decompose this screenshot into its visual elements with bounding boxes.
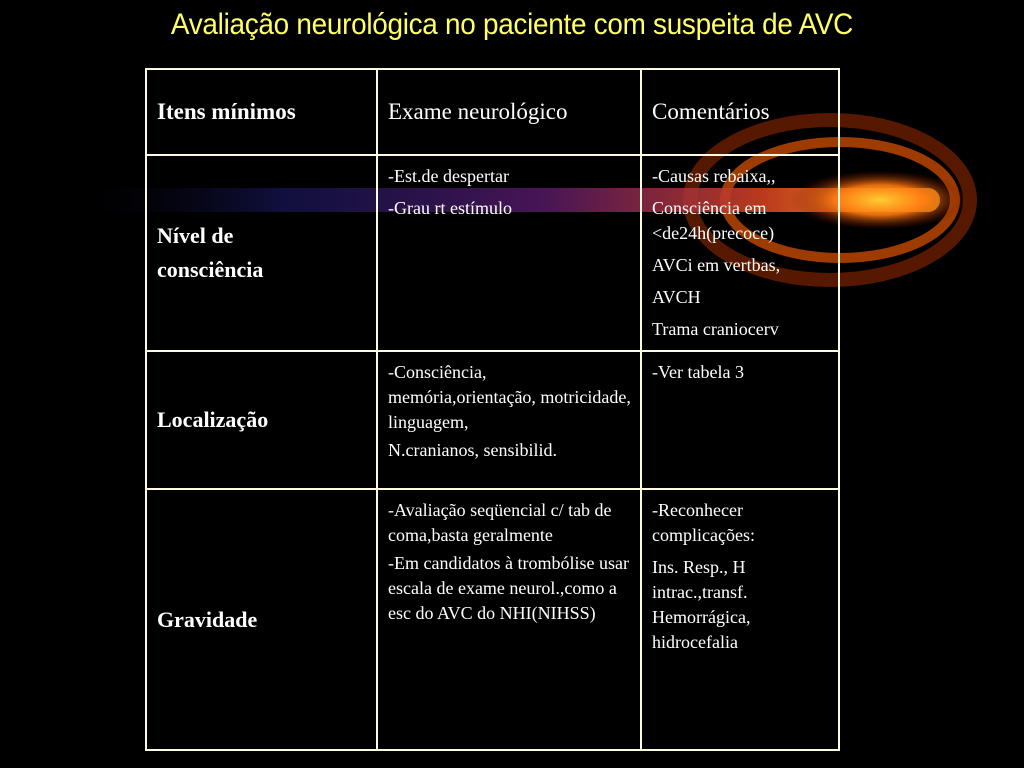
comment-line: Consciência em <de24h(precoce)	[652, 198, 775, 243]
exam-cell	[377, 489, 641, 750]
comment-line: -Causas rebaixa,,	[652, 166, 776, 186]
header-itens-minimos: Itens mínimos	[146, 69, 377, 155]
table-row	[146, 489, 839, 750]
comment-line: Ins. Resp., H intrac.,transf. Hemorrágica, hidrocefalia	[652, 557, 751, 652]
table-row	[146, 155, 839, 351]
exam-line: -Grau rt estímulo	[388, 198, 512, 218]
row-label-gravidade: Gravidade	[146, 489, 377, 750]
comment-line: AVCH	[652, 287, 701, 307]
table-row	[146, 351, 839, 489]
comments-cell	[641, 351, 839, 489]
slide-title: Avaliação neurológica no paciente com suspeita de AVC	[170, 8, 854, 41]
comments-cell	[641, 489, 839, 750]
header-exame-neurologico: Exame neurológico	[377, 69, 641, 155]
comment-line: Trama craniocerv	[652, 319, 779, 339]
exam-cell	[377, 155, 641, 351]
comment-line: AVCi em vertbas,	[652, 255, 781, 275]
exam-line: -Est.de despertar	[388, 166, 509, 186]
exam-line: N.cranianos, sensibilid.	[388, 440, 557, 460]
exam-cell	[377, 351, 641, 489]
exam-line: -Consciência, memória,orientação, motricidade, linguagem,	[388, 362, 631, 432]
table-header-row	[146, 69, 839, 155]
exam-line: -Avaliação seqüencial c/ tab de coma,basta geralmente	[388, 500, 612, 545]
header-comentarios: Comentários	[641, 69, 839, 155]
comments-cell	[641, 155, 839, 351]
comment-line: -Ver tabela 3	[652, 362, 744, 382]
row-label-nivel-consciencia: Nível de consciência	[146, 155, 377, 351]
neuro-assessment-table	[145, 68, 840, 751]
comment-line: -Reconhecer complicações:	[652, 500, 755, 545]
exam-line: -Em candidatos à trombólise usar escala de exame neurol.,como a esc do AVC do NHI(NIHSS)	[388, 553, 629, 623]
row-label-localizacao: Localização	[146, 351, 377, 489]
